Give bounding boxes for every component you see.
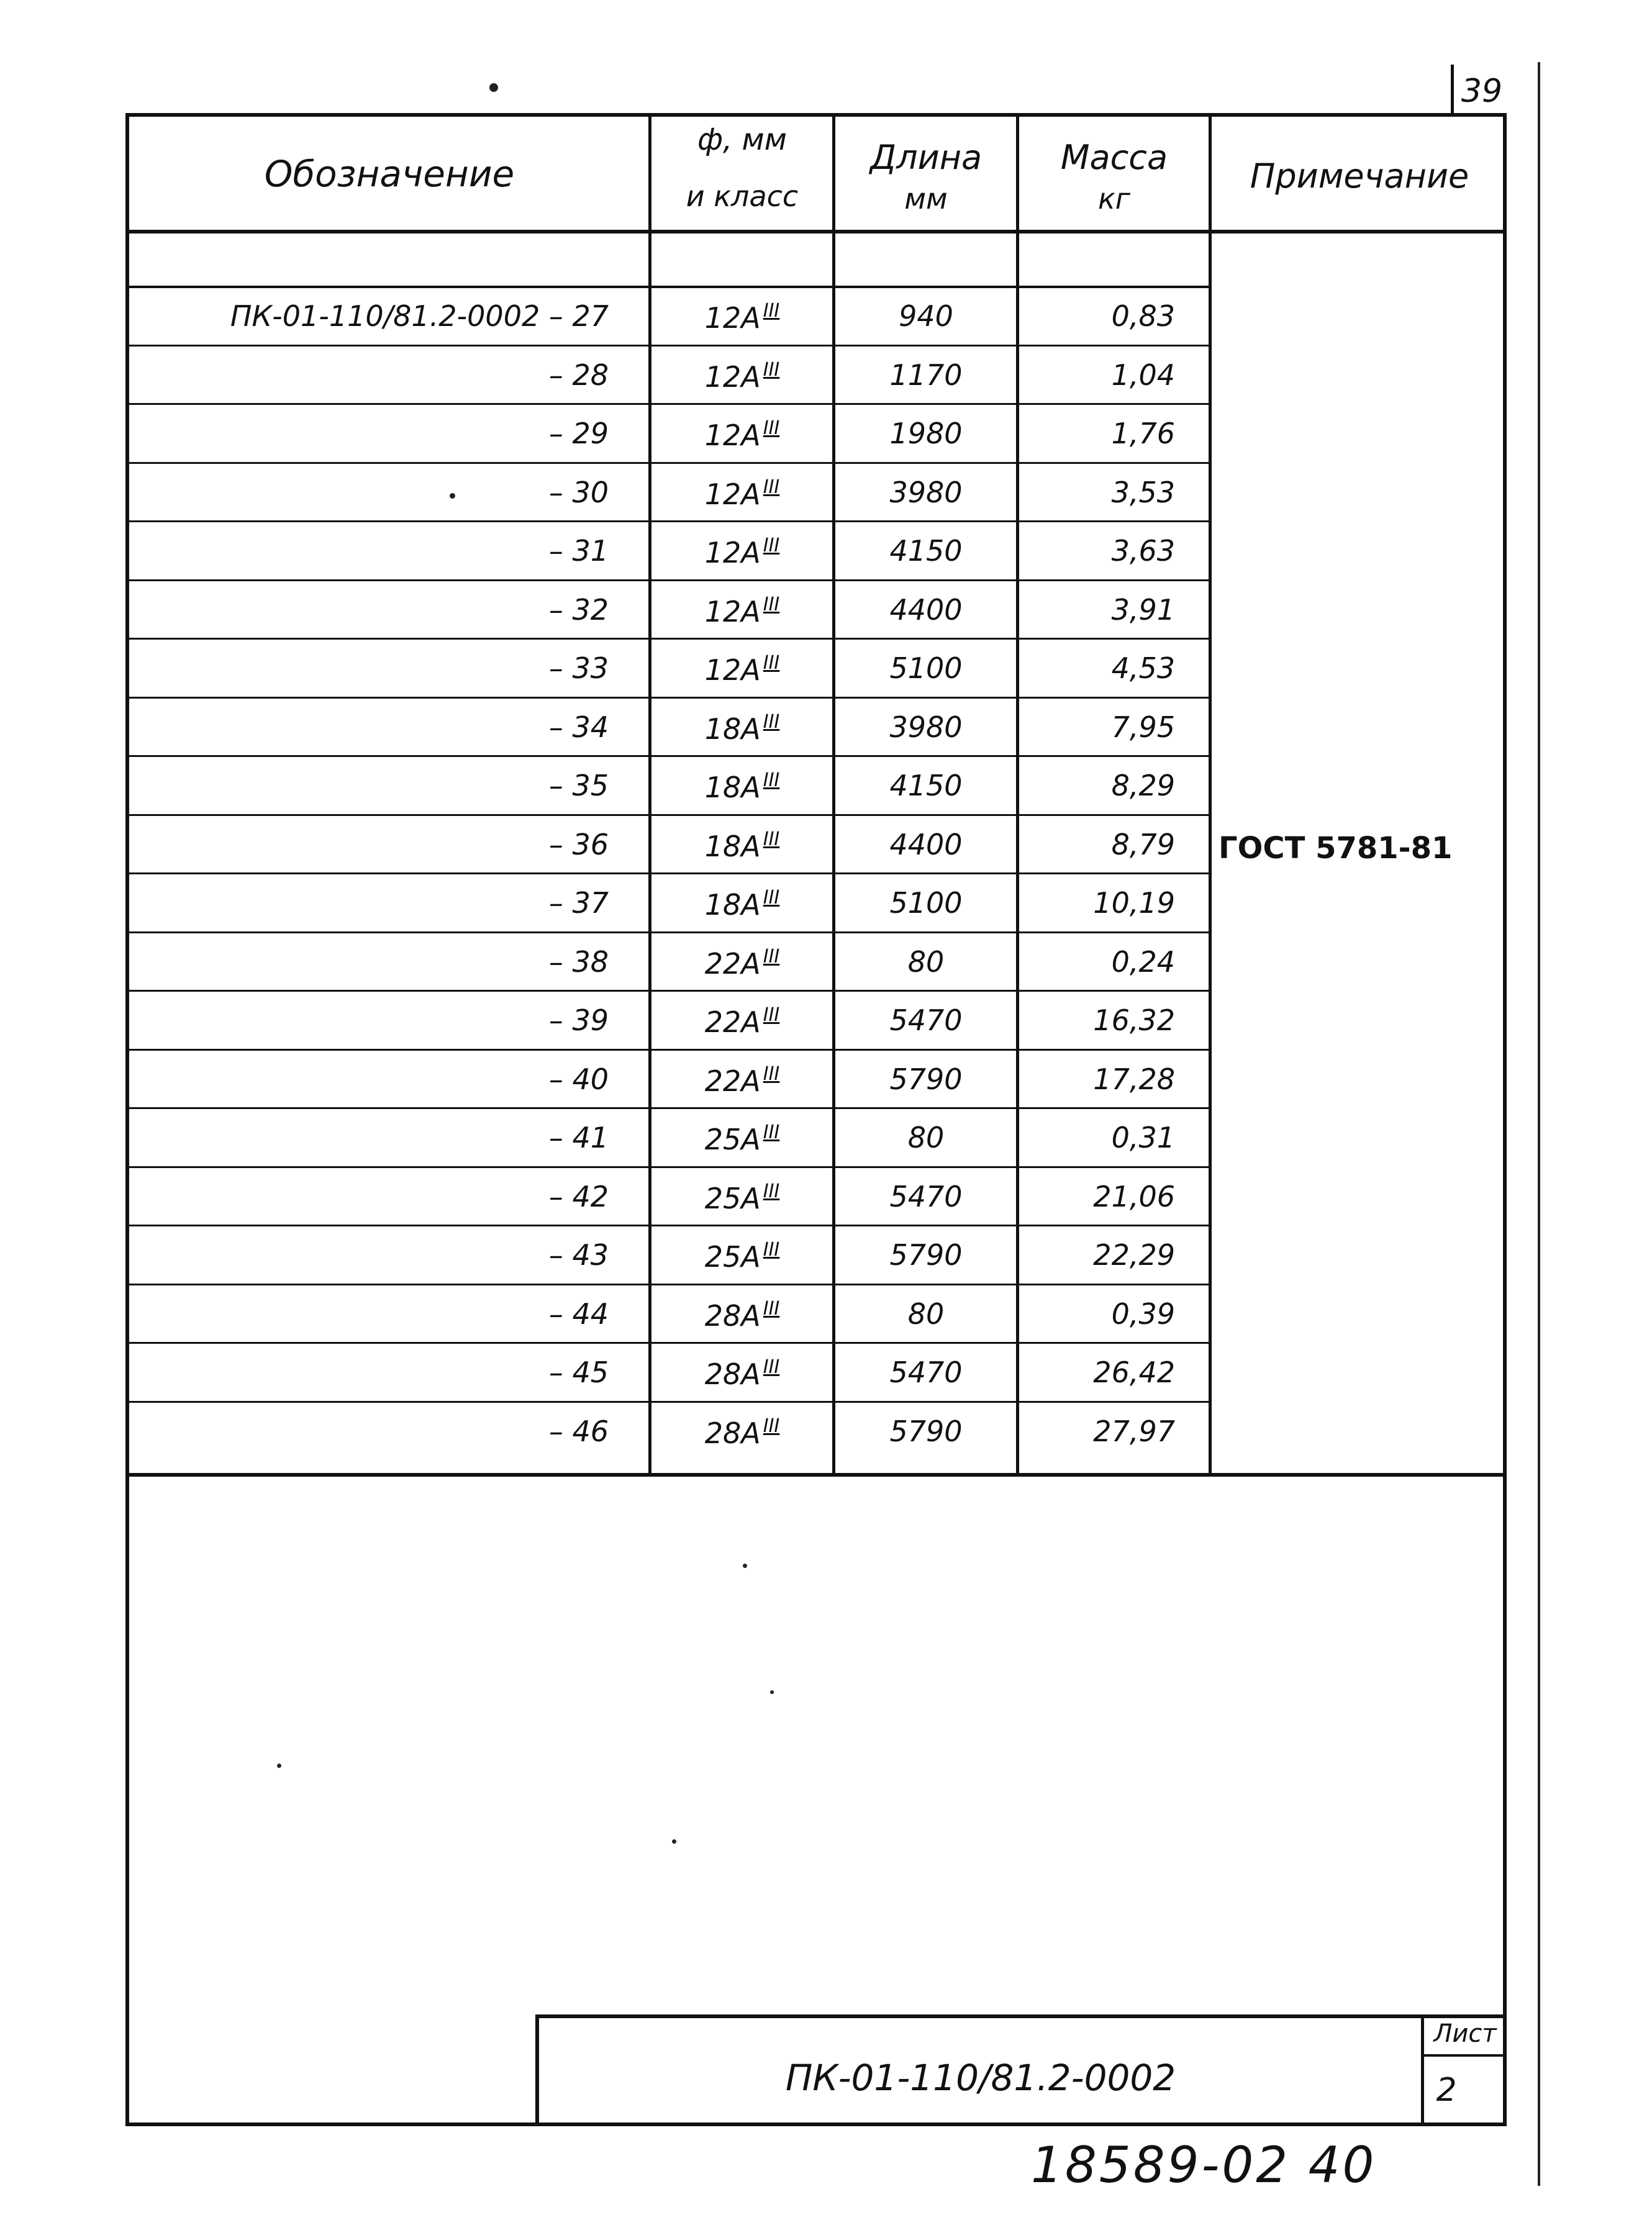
row-divider [125,1225,1209,1226]
cell-diameter: 12А [704,301,761,335]
cell-diameter-class [652,1182,832,1213]
cell-steel-class: III [763,1356,780,1378]
row-divider [125,286,1209,288]
cell-length: 5470 [889,1356,963,1389]
cell-steel-class: III [763,652,780,674]
row-divider [125,1166,1209,1168]
cell-steel-class: III [763,476,780,498]
cell-diameter: 12А [704,653,761,687]
cell-length: 4150 [889,769,963,802]
table-bottom-line [125,1473,1507,1477]
cell-mass: 4,53 [1111,651,1175,685]
cell-diameter-class [652,711,832,746]
cell-diameter: 18А [704,888,761,922]
cell-designation: – 36 [548,828,609,861]
archive-number: 18589-02 40 [1031,2136,1377,2194]
cell-mass: 27,97 [1093,1415,1175,1448]
cell-length: 5470 [889,1180,963,1213]
cell-mass: 3,63 [1111,534,1175,568]
cell-designation: – 42 [548,1180,609,1213]
title-block-divider [1421,2014,1424,2126]
sheet-number: 2 [1436,2072,1457,2109]
cell-length: 4400 [889,593,963,627]
cell-length: 5100 [889,651,963,685]
cell-diameter: 22А [704,947,761,981]
row-divider [125,403,1209,405]
cell-designation: – 38 [548,945,609,979]
row-divider [125,990,1209,992]
column-divider [1209,113,1212,1475]
cell-diameter: 28А [704,1357,761,1391]
cell-diameter-class [652,1415,832,1450]
column-divider [1016,113,1019,1475]
cell-length: 80 [907,945,945,979]
column-divider [832,113,835,1475]
cell-diameter-class [652,830,832,861]
cell-designation: – 33 [548,651,609,685]
cell-diameter-class [652,946,832,981]
cell-length: 5790 [889,1415,963,1448]
cell-diameter: 12А [704,419,761,452]
cell-designation: – 31 [548,534,609,568]
cell-length: 80 [907,1297,945,1331]
cell-mass: 21,06 [1093,1180,1175,1213]
title-block-sheet-divider [1421,2054,1507,2057]
cell-diameter: 25А [704,1123,761,1156]
cell-designation: – 41 [548,1121,609,1154]
cell-diameter-class [652,537,832,567]
cell-steel-class: III [763,711,780,733]
cell-length: 1170 [889,358,963,392]
cell-mass: 22,29 [1093,1238,1175,1272]
cell-length: 5470 [889,1003,963,1037]
cell-steel-class: III [763,1004,780,1026]
cell-designation: – 35 [548,769,609,802]
cell-steel-class: III [763,1415,780,1437]
header-note: Примечание [1250,156,1469,196]
document-code: ПК-01-110/81.2-0002 [785,2057,1176,2099]
cell-designation: – 37 [548,886,609,920]
cell-diameter-class [652,1298,832,1333]
cell-steel-class: III [763,946,780,967]
cell-diameter: 12А [704,595,761,628]
cell-steel-class: III [763,828,780,850]
header-mass-line1: Масса [1060,138,1168,177]
row-divider [125,1401,1209,1403]
cell-mass: 26,42 [1093,1356,1175,1389]
row-divider [125,697,1209,699]
cell-diameter: 18А [704,830,761,863]
cell-mass: 1,04 [1111,358,1175,392]
cell-designation: – 44 [548,1297,609,1331]
cell-steel-class: III [763,1298,780,1320]
cell-steel-class: III [763,594,780,615]
cell-diameter-class [652,478,832,509]
cell-diameter-class [652,1239,832,1274]
cell-mass: 0,83 [1111,299,1175,333]
cell-diameter-class [652,652,832,687]
header-mass-line2: кг [1098,182,1130,215]
cell-mass: 8,29 [1111,769,1175,802]
cell-diameter-class [652,596,832,626]
cell-length: 5100 [889,886,963,920]
cell-mass: 3,53 [1111,476,1175,509]
cell-steel-class: III [763,359,780,381]
header-diameter-line2: и класс [686,179,799,213]
row-divider [125,579,1209,581]
header-divider [125,230,1507,233]
cell-steel-class: III [763,535,780,556]
cell-designation: ПК-01-110/81.2-0002 – 27 [230,299,609,333]
cell-designation: – 45 [548,1356,609,1389]
cell-length: 1980 [889,417,963,450]
cell-diameter-class [652,1123,832,1154]
cell-designation: – 28 [548,358,609,392]
cell-diameter-class [652,300,832,335]
cell-diameter: 22А [704,1005,761,1039]
row-divider [125,1284,1209,1285]
cell-diameter: 12А [704,536,761,569]
cell-diameter: 12А [704,360,761,394]
cell-mass: 16,32 [1093,1003,1175,1037]
cell-diameter: 18А [704,771,761,804]
right-margin-line [1538,62,1540,2186]
cell-designation: – 32 [548,593,609,627]
cell-length: 5790 [889,1238,963,1272]
cell-diameter: 25А [704,1182,761,1215]
cell-mass: 1,76 [1111,417,1175,450]
note-gost: ГОСТ 5781-81 [1219,831,1453,866]
row-divider [125,814,1209,816]
header-length-line2: мм [904,182,948,215]
cell-diameter-class [652,1358,832,1389]
cell-length: 940 [899,299,953,333]
cell-mass: 0,24 [1111,945,1175,979]
cell-length: 4400 [889,828,963,861]
cell-designation: – 29 [548,417,609,450]
cell-mass: 10,19 [1093,886,1175,920]
cell-designation: – 43 [548,1238,609,1272]
header-designation: Обозначение [264,153,515,195]
cell-diameter: 18А [704,712,761,746]
header-length-line1: Длина [869,138,983,177]
cell-length: 5790 [889,1062,963,1096]
cell-mass: 7,95 [1111,710,1175,744]
cell-steel-class: III [763,1063,780,1085]
cell-mass: 3,91 [1111,593,1175,627]
cell-mass: 0,39 [1111,1297,1175,1331]
cell-diameter-class [652,887,832,922]
page-number: 39 [1461,73,1503,110]
row-divider [125,1342,1209,1344]
cell-designation: – 46 [548,1415,609,1448]
row-divider [125,520,1209,522]
cell-designation: – 34 [548,710,609,744]
cell-diameter: 28А [704,1299,761,1333]
cell-diameter: 12А [704,478,761,511]
cell-steel-class: III [763,1121,780,1143]
row-divider [125,462,1209,464]
cell-steel-class: III [763,300,780,322]
row-divider [125,1049,1209,1051]
cell-length: 3980 [889,710,963,744]
cell-steel-class: III [763,769,780,791]
cell-length: 3980 [889,476,963,509]
cell-length: 80 [907,1121,945,1154]
cell-designation: – 30 [548,476,609,509]
cell-diameter: 22А [704,1064,761,1098]
cell-designation: – 40 [548,1062,609,1096]
cell-length: 4150 [889,534,963,568]
cell-diameter-class [652,419,832,450]
row-divider [125,931,1209,933]
row-divider [125,638,1209,640]
cell-diameter: 25А [704,1240,761,1274]
cell-steel-class: III [763,887,780,908]
cell-steel-class: III [763,1180,780,1202]
row-divider [125,872,1209,874]
sheet-label: Лист [1433,2019,1497,2048]
cell-designation: – 39 [548,1003,609,1037]
cell-steel-class: III [763,1239,780,1261]
cell-diameter-class [652,359,832,394]
column-divider [648,113,651,1475]
cell-mass: 0,31 [1111,1121,1175,1154]
cell-diameter-class [652,1063,832,1098]
cell-diameter: 28А [704,1416,761,1450]
cell-steel-class: III [763,417,780,439]
scan-speck [489,83,498,92]
row-divider [125,755,1209,757]
cell-mass: 17,28 [1093,1062,1175,1096]
cell-diameter-class [652,771,832,802]
cell-diameter-class [652,1004,832,1039]
header-diameter-line1: ф, мм [697,122,787,157]
row-divider [125,1107,1209,1109]
drawing-frame [125,113,1507,2126]
row-divider [125,345,1209,347]
cell-mass: 8,79 [1111,828,1175,861]
